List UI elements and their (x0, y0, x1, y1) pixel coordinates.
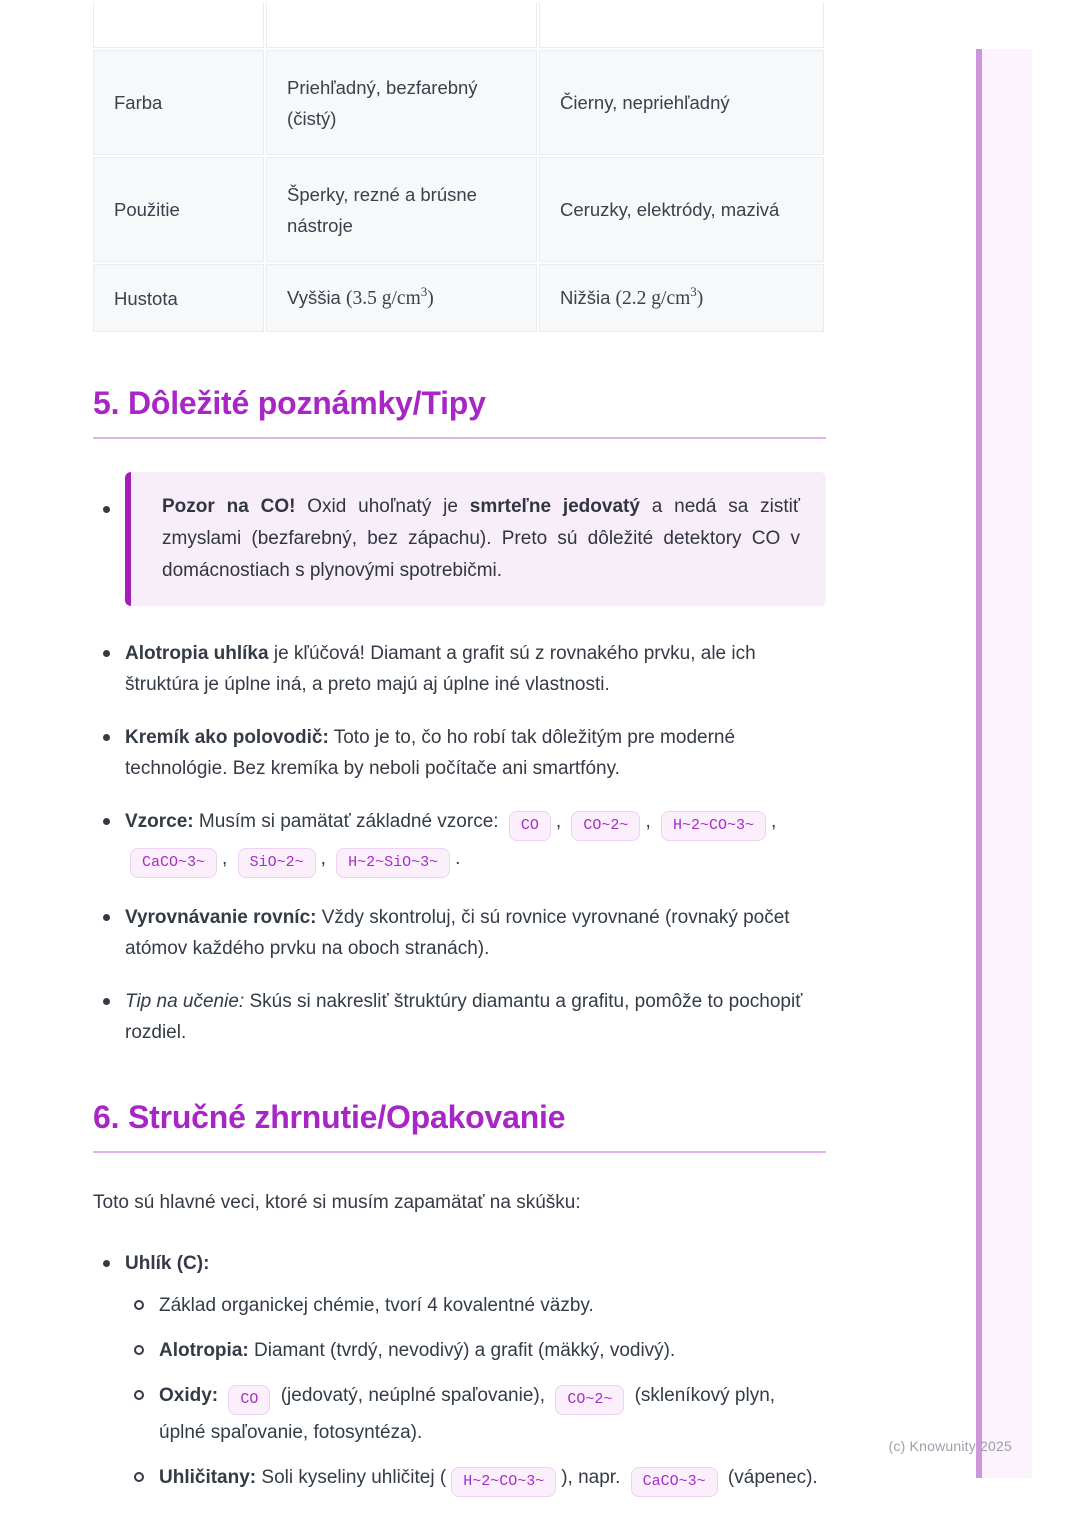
bullet-text: Diamant (tvrdý, nevodivý) a grafit (mäkký, vodivý). (248, 1340, 676, 1361)
formula-chip: H~2~SiO~3~ (336, 848, 450, 878)
cell-cropped (93, 2, 264, 48)
separator: , (222, 848, 228, 869)
bullet-lead: Alotropia uhlíka (125, 643, 269, 664)
list-item-tip (125, 986, 826, 1048)
formula-chip: CO~2~ (571, 811, 640, 841)
bullet-text: Soli kyseliny uhličitej ( (256, 1467, 447, 1488)
cell-label: Hustota (93, 264, 264, 332)
cell-graphite: Čierny, nepriehľadný (539, 50, 824, 155)
bullet-text: Toto je to, čo ho robí tak dôležitým pre moderné technológie. Bez kremíka by neboli počítače ani smartfóny. (125, 727, 736, 779)
bullet-text: ), napr. (561, 1467, 626, 1488)
formula-chip: CO (509, 811, 551, 841)
bullet-text: (jedovatý, neúplné spaľovanie), (275, 1385, 551, 1406)
summary-intro: Toto sú hlavné veci, ktoré si musím zapamätať na skúšku: (93, 1192, 581, 1213)
sublist-item-oxidy (159, 1380, 826, 1448)
bullet-lead: Uhličitany: (159, 1467, 257, 1488)
table-row-cropped (93, 2, 824, 48)
bullet-lead: Kremík ako polovodič: (125, 727, 329, 748)
sublist-item-uhlicitany (159, 1462, 826, 1499)
bullet-text: (skleníkový plyn, úplné spaľovanie, fotosyntéza). (159, 1385, 776, 1443)
table-row (93, 157, 824, 262)
callout-bold: smrteľne jedovatý (469, 496, 640, 517)
formula-chip: H~2~CO~3~ (661, 811, 766, 841)
summary-list (93, 1248, 826, 1499)
formula-chip: SiO~2~ (238, 848, 316, 878)
notes-list (93, 472, 826, 1048)
bullet-text: Musím si pamätať základné vzorce: (193, 811, 504, 832)
document-content (93, 0, 826, 1513)
formula-chip: CO (228, 1385, 270, 1415)
cell-cropped (266, 2, 537, 48)
sublist-item-alotropia (159, 1335, 826, 1366)
cell-graphite (539, 264, 824, 332)
density-text: Vyššia (287, 287, 341, 308)
separator: , (320, 848, 326, 869)
sublist-item-zaklad (159, 1290, 826, 1321)
cell-diamond (266, 264, 537, 332)
formula-chip: CaCO~3~ (631, 1467, 718, 1497)
list-item-vzorce (125, 806, 826, 880)
list-item-kremik (125, 722, 826, 784)
bullet-lead: Oxidy: (159, 1385, 219, 1406)
separator: . (455, 848, 461, 869)
separator: , (555, 811, 562, 832)
list-item-vyrovnavanie (125, 902, 826, 964)
copyright-watermark: (c) Knowunity 2025 (888, 1438, 1012, 1454)
list-item-callout (125, 472, 826, 606)
formula-chip: CO~2~ (555, 1385, 624, 1415)
table-row (93, 50, 824, 155)
section-5-heading: 5. Dôležité poznámky/Tipy (93, 384, 826, 439)
table-row (93, 264, 824, 332)
bullet-text: Základ organickej chémie, tvorí 4 kovalentné väzby. (159, 1295, 594, 1316)
properties-comparison-table (91, 0, 826, 334)
bullet-text: je kľúčová! Diamant a grafit sú z rovnakého prvku, ale ich štruktúra je úplne iná, a preto majú aj úplne iné vlastnosti. (125, 643, 756, 695)
bullet-text: (vápenec). (722, 1467, 818, 1488)
list-item-uhlik (125, 1248, 826, 1499)
density-value: (3.5 $g/cm^3$) (346, 283, 434, 309)
list-item-alotropia (125, 638, 826, 700)
callout-text: a nedá sa zistiť zmyslami (bezfarebný, bez zápachu). Preto sú dôležité detektory CO v domácnostiach s plynovými spotrebičmi. (162, 496, 800, 581)
bullet-lead-italic: Tip na učenie: (125, 991, 245, 1012)
formula-chip: CaCO~3~ (130, 848, 217, 878)
cell-label: Použitie (93, 157, 264, 262)
callout-bold: Pozor na CO! (162, 496, 296, 517)
cell-diamond: Priehľadný, bezfarebný (čistý) (266, 50, 537, 155)
cell-cropped (539, 2, 824, 48)
cell-graphite: Ceruzky, elektródy, mazivá (539, 157, 824, 262)
separator: , (645, 811, 651, 832)
formula-chip: H~2~CO~3~ (451, 1467, 556, 1497)
bullet-lead: Vzorce: (125, 811, 194, 832)
bullet-lead: Vyrovnávanie rovníc: (125, 907, 317, 928)
section-6-heading: 6. Stručné zhrnutie/Opakovanie (93, 1098, 826, 1153)
cell-label: Farba (93, 50, 264, 155)
density-value: (2.2 $g/cm^3$) (615, 283, 704, 309)
bullet-lead: Uhlík (C): (125, 1253, 210, 1274)
callout-text: Oxid uhoľnatý je (295, 496, 470, 517)
bullet-lead: Alotropia: (159, 1340, 249, 1361)
bullet-text: Vždy skontroluj, či sú rovnice vyrovnané (rovnaký počet atómov každého prvku na oboch stranách). (125, 907, 790, 959)
cell-diamond: Šperky, rezné a brúsne nástroje (266, 157, 537, 262)
bullet-text: Skús si nakresliť štruktúry diamantu a grafitu, pomôže to pochopiť rozdiel. (125, 991, 803, 1043)
density-text: Nižšia (560, 287, 611, 308)
warning-callout (125, 472, 826, 606)
uhlik-sublist (125, 1290, 826, 1499)
page-edge-strip (976, 49, 1032, 1478)
separator: , (771, 811, 777, 832)
